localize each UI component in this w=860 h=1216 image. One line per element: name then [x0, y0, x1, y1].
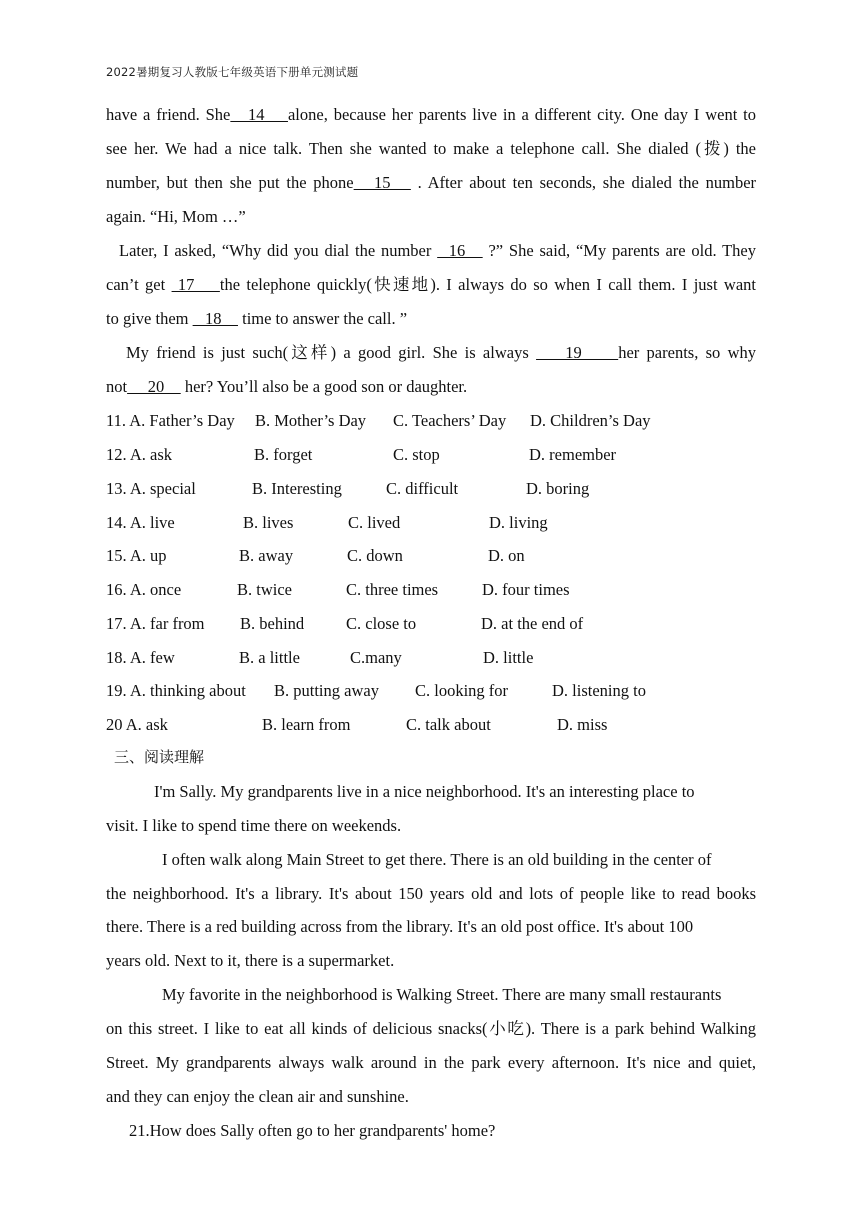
passage-line [106, 275, 756, 295]
passage-text: her? You’ll also be a good son or daughter. [180, 377, 468, 396]
option-d: D. listening to [552, 681, 646, 700]
option-c: C. talk about [406, 715, 491, 734]
question-21: 21.How does Sally often go to her grandparents' home? [129, 1121, 496, 1140]
option-a: 14. A. live [106, 513, 175, 532]
blank-16: 16 [437, 241, 483, 260]
option-b: B. a little [239, 648, 300, 667]
passage-text: My friend is just such(这样) a good girl. She is always [126, 343, 537, 362]
option-b: B. twice [237, 580, 292, 599]
passage-line: see her. We had a nice talk. Then she wanted to make a telephone call. She dialed (拨) the [106, 139, 756, 158]
option-a: 16. A. once [106, 580, 182, 599]
option-b: B. forget [254, 445, 313, 464]
option-b: B. away [239, 546, 294, 565]
passage-line [126, 343, 756, 363]
option-a: 11. A. Father’s Day [106, 411, 235, 430]
passage-text: the telephone quickly(快速地). I always do so when I call them. I just want [219, 275, 756, 294]
option-c: C. looking for [415, 681, 509, 700]
reading-line: I often walk along Main Street to get there. There is an old building in the center of [162, 850, 712, 869]
passage-text: alone, because her parents live in a different city. One day I went to [287, 105, 756, 124]
reading-line: years old. Next to it, there is a supermarket. [106, 951, 395, 970]
blank-17: 17 [171, 275, 220, 294]
option-c: C. three times [346, 580, 439, 599]
blank-19: 19 [536, 343, 619, 362]
option-a: 19. A. thinking about [106, 681, 246, 700]
passage-text: ?” She said, “My parents are old. They [482, 241, 757, 260]
reading-line: and they can enjoy the clean air and sunshine. [106, 1087, 409, 1106]
option-d: D. miss [557, 715, 608, 734]
option-c: C. down [347, 546, 403, 565]
passage-text: not [106, 377, 128, 396]
option-b: B. Mother’s Day [255, 411, 367, 430]
option-d: D. little [483, 648, 534, 667]
option-a: 17. A. far from [106, 614, 205, 633]
reading-line: I'm Sally. My grandparents live in a nice neighborhood. It's an interesting place to [154, 782, 695, 801]
reading-line: visit. I like to spend time there on weekends. [106, 816, 402, 835]
passage-line [106, 377, 756, 397]
blank-18: 18 [192, 309, 238, 328]
option-a: 12. A. ask [106, 445, 172, 464]
option-c: C.many [350, 648, 402, 667]
passage-line [106, 309, 756, 329]
option-b: B. lives [243, 513, 294, 532]
option-b: B. Interesting [252, 479, 342, 498]
passage-text: . After about ten seconds, she dialed the number [410, 173, 757, 192]
option-b: B. putting away [274, 681, 379, 700]
passage-line [119, 241, 756, 261]
reading-line: on this street. I like to eat all kinds of delicious snacks(小吃). There is a park behind Walking [106, 1019, 756, 1038]
option-a: 15. A. up [106, 546, 167, 565]
passage-text: time to answer the call. ” [237, 309, 408, 328]
passage-line: again. “Hi, Mom …” [106, 207, 246, 226]
option-d: D. on [488, 546, 525, 565]
reading-line: My favorite in the neighborhood is Walking Street. There are many small restaurants [162, 985, 722, 1004]
passage-text: number, but then she put the phone [106, 173, 354, 192]
option-c: C. Teachers’ Day [393, 411, 507, 430]
passage-line [106, 105, 756, 125]
option-b: B. behind [240, 614, 305, 633]
option-d: D. living [489, 513, 548, 532]
option-d: D. at the end of [481, 614, 584, 633]
option-a: 18. A. few [106, 648, 175, 667]
blank-15: 15 [353, 173, 411, 192]
passage-text: Later, I asked, “Why did you dial the number [119, 241, 438, 260]
passage-line [106, 173, 756, 193]
reading-line: the neighborhood. It's a library. It's about 150 years old and lots of people like to read books [106, 884, 756, 903]
passage-text: have a friend. She [106, 105, 231, 124]
option-b: B. learn from [262, 715, 351, 734]
reading-line: Street. My grandparents always walk around in the park every afternoon. It's nice and quiet, [106, 1053, 756, 1072]
section-title: 三、阅读理解 [114, 748, 205, 766]
blank-20: 20 [127, 377, 181, 396]
option-c: C. close to [346, 614, 417, 633]
blank-14: 14 [230, 105, 288, 124]
passage-text: to give them [106, 309, 193, 328]
option-c: C. stop [393, 445, 440, 464]
option-d: D. four times [482, 580, 570, 599]
option-d: D. remember [529, 445, 617, 464]
passage-text: her parents, so why [618, 343, 756, 362]
option-c: C. lived [348, 513, 401, 532]
reading-line: there. There is a red building across from the library. It's an old post office. It's about 100 [106, 917, 694, 936]
passage-text: can’t get [106, 275, 172, 294]
option-a: 20 A. ask [106, 715, 168, 734]
option-d: D. Children’s Day [530, 411, 651, 430]
option-a: 13. A. special [106, 479, 196, 498]
option-d: D. boring [526, 479, 590, 498]
document-header: 2022暑期复习人教版七年级英语下册单元测试题 [106, 65, 359, 79]
option-c: C. difficult [386, 479, 459, 498]
